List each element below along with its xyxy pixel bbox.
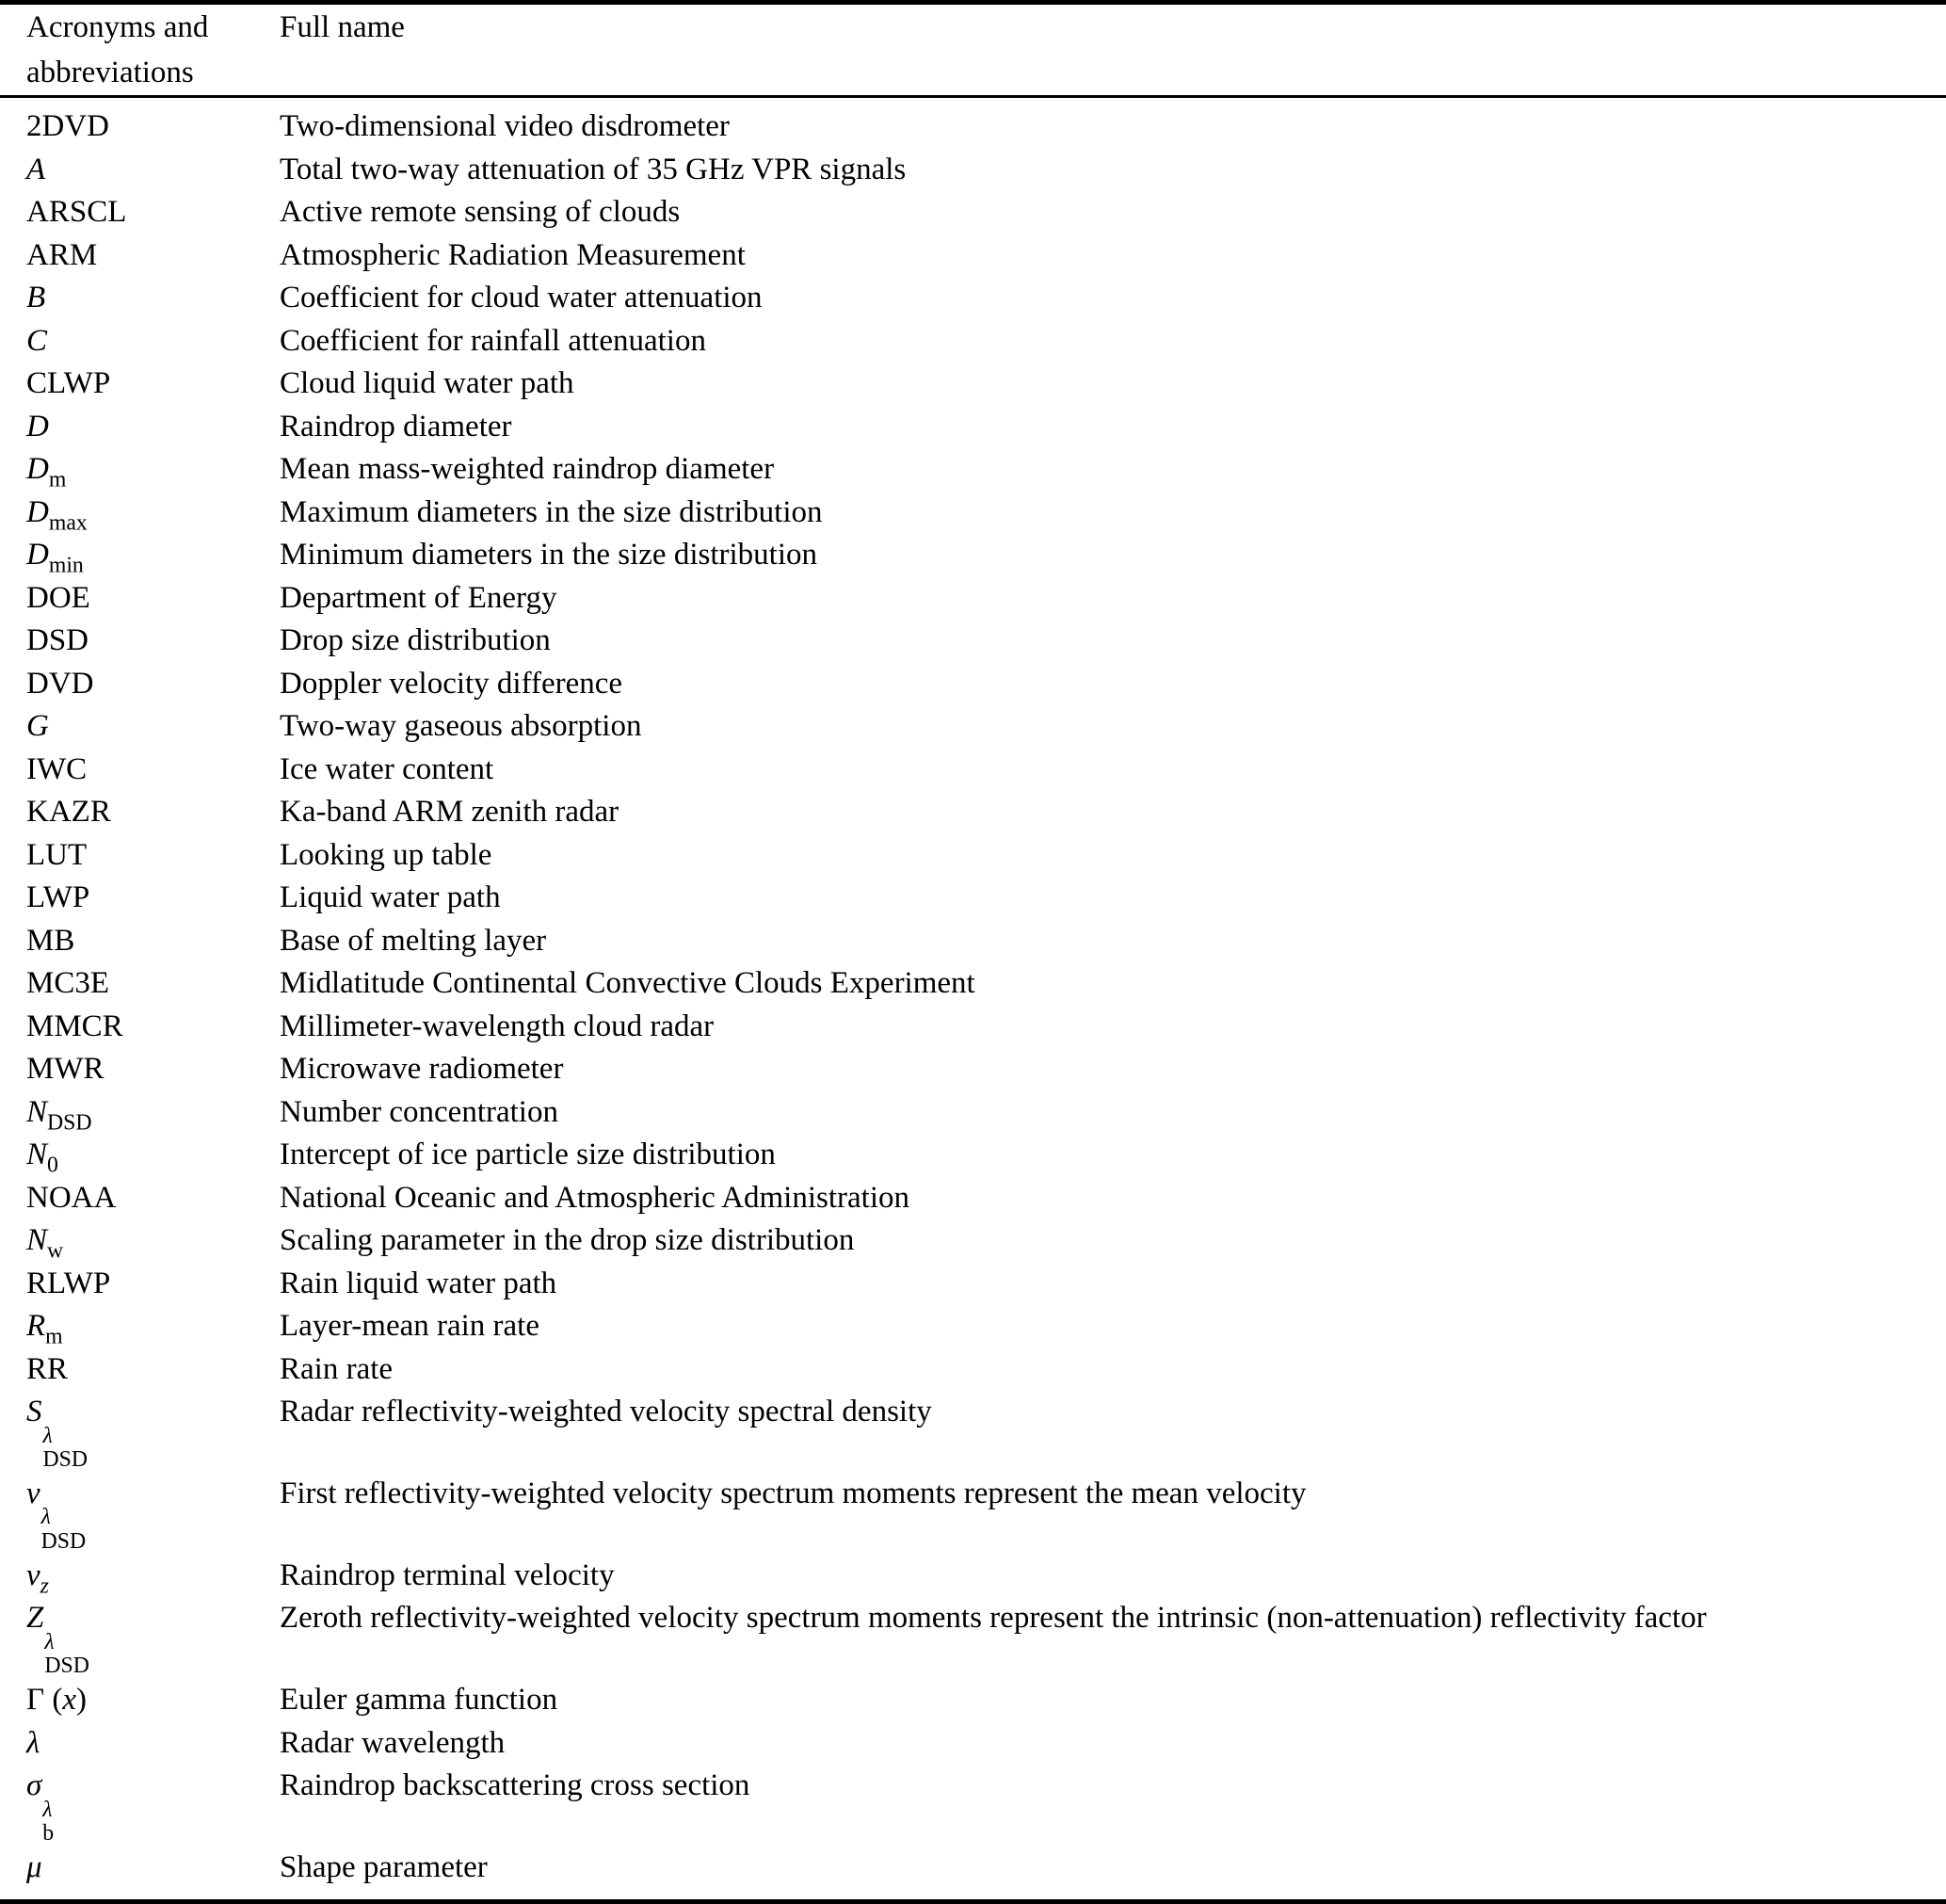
fullname-cell: Zeroth reflectivity-weighted velocity spectrum moments represent the intrinsic (non-attenuation) reflectivity factor — [280, 1601, 1707, 1636]
fullname-cell: Raindrop backscattering cross section — [280, 1768, 750, 1803]
table-row — [0, 406, 1946, 449]
abbreviation-cell — [0, 1219, 280, 1263]
fullname-cell: Coefficient for cloud water attenuation — [280, 281, 763, 315]
abbreviation-text: C — [26, 323, 48, 358]
table-row — [0, 1091, 1946, 1135]
table-row — [0, 1263, 1946, 1306]
abbreviation-cell — [0, 791, 280, 834]
table-row — [0, 320, 1946, 363]
table-row — [0, 534, 1946, 577]
table-row — [0, 1679, 1946, 1722]
abbreviation-text: λ — [26, 1725, 40, 1760]
abbreviation-cell — [0, 1679, 280, 1722]
table-row — [0, 97, 1946, 149]
abbreviation-cell — [0, 534, 280, 577]
abbreviation-text: LUT — [26, 837, 88, 872]
header-acronyms-column: Acronyms and abbreviations — [0, 3, 280, 97]
abbreviation-cell — [0, 1555, 280, 1598]
fullname-cell: Radar reflectivity-weighted velocity spectral density — [280, 1395, 932, 1428]
fullname-cell: Liquid water path — [280, 880, 501, 914]
header-fullname-column: Full name — [280, 3, 1946, 97]
abbreviation-cell — [0, 705, 280, 749]
abbreviation-text: NOAA — [26, 1180, 117, 1215]
fullname-cell: Intercept of ice particle size distribution — [280, 1138, 776, 1171]
table-row — [0, 492, 1946, 535]
abbreviation-cell — [0, 277, 280, 320]
abbreviation-cell — [0, 1134, 280, 1177]
abbreviation-cell — [0, 620, 280, 663]
table-row — [0, 1348, 1946, 1392]
fullname-cell: Radar wavelength — [280, 1725, 506, 1760]
table-row — [0, 1219, 1946, 1263]
table-row — [0, 1177, 1946, 1220]
fullname-cell: Raindrop diameter — [280, 409, 512, 444]
abbreviation-cell — [0, 191, 280, 234]
abbreviation-text: μ — [26, 1850, 42, 1884]
table-header — [0, 3, 1946, 97]
abbreviation-cell — [0, 1091, 280, 1135]
abbreviation-text: Γ ( — [26, 1683, 63, 1718]
supsub-stack: λ DSD — [44, 1629, 89, 1679]
table-row — [0, 234, 1946, 278]
table-row — [0, 1473, 1946, 1555]
fullname-cell: First reflectivity-weighted velocity spectrum moments represent the mean velocity — [280, 1476, 1307, 1510]
abbreviation-cell — [0, 320, 280, 363]
fullname-cell: Minimum diameters in the size distribution — [280, 538, 818, 572]
abbreviation-cell — [0, 97, 280, 149]
abbreviation-cell — [0, 1391, 280, 1473]
abbreviation-text: DOE — [26, 580, 90, 615]
fullname-cell: Ka-band ARM zenith radar — [280, 795, 619, 829]
fullname-cell: Base of melting layer — [280, 923, 547, 958]
abbreviation-text: DSD — [47, 1109, 92, 1135]
fullname-cell: Number concentration — [280, 1094, 558, 1129]
abbreviation-text: MMCR — [26, 1008, 123, 1043]
abbreviation-cell — [0, 1847, 280, 1901]
table-row — [0, 191, 1946, 234]
abbreviation-cell — [0, 1473, 280, 1555]
abbreviation-text: S — [26, 1395, 42, 1428]
fullname-cell: Rain rate — [280, 1351, 394, 1386]
table-row — [0, 663, 1946, 706]
abbreviation-text: Z — [26, 1601, 44, 1636]
abbreviation-text: N — [26, 1223, 48, 1257]
abbreviation-text: IWC — [26, 751, 88, 786]
fullname-cell: Total two-way attenuation of 35 GHz VPR signals — [280, 152, 907, 186]
abbreviation-text: ARSCL — [26, 195, 127, 229]
abbreviation-cell — [0, 663, 280, 706]
abbreviation-cell — [0, 1048, 280, 1091]
abbreviation-text: w — [47, 1238, 64, 1264]
fullname-cell: Maximum diameters in the size distribution — [280, 494, 823, 529]
abbreviation-text: MWR — [26, 1052, 105, 1086]
fullname-cell: Department of Energy — [280, 580, 557, 615]
table-row — [0, 1765, 1946, 1847]
abbreviation-text: v — [26, 1557, 40, 1592]
abbreviation-text: A — [26, 152, 46, 186]
abbreviation-cell — [0, 1348, 280, 1392]
abbreviation-cell — [0, 149, 280, 192]
abbreviation-text: LWP — [26, 880, 90, 914]
abbreviation-text: D — [26, 494, 49, 529]
abbreviation-text: RR — [26, 1351, 69, 1386]
fullname-cell: Ice water content — [280, 751, 494, 786]
supsub-stack: λ b — [42, 1797, 55, 1847]
table-row — [0, 877, 1946, 920]
abbreviation-text: ) — [75, 1683, 87, 1718]
table-row — [0, 1391, 1946, 1473]
abbreviation-text: N — [26, 1138, 48, 1171]
abbreviation-text: x — [62, 1683, 76, 1718]
abbreviation-text: MB — [26, 923, 75, 958]
fullname-cell: Cloud liquid water path — [280, 366, 574, 400]
abbreviation-cell — [0, 834, 280, 878]
supsub-stack: λ DSD — [42, 1423, 88, 1473]
table-row — [0, 962, 1946, 1006]
table-row — [0, 705, 1946, 749]
abbreviation-text: D — [26, 452, 49, 486]
table-row — [0, 363, 1946, 406]
abbreviation-text: DVD — [26, 666, 94, 701]
table-header-row — [0, 3, 1946, 97]
fullname-cell: Coefficient for rainfall attenuation — [280, 323, 706, 358]
abbreviation-text: min — [48, 553, 84, 578]
fullname-cell: Looking up table — [280, 837, 492, 872]
abbreviation-cell — [0, 363, 280, 406]
fullname-cell: Two-way gaseous absorption — [280, 709, 642, 743]
table-row — [0, 791, 1946, 834]
table-row — [0, 149, 1946, 192]
fullname-cell: Drop size distribution — [280, 623, 551, 657]
fullname-cell: Midlatitude Continental Convective Clouds Experiment — [280, 966, 975, 1000]
fullname-cell: Scaling parameter in the drop size distribution — [280, 1223, 855, 1257]
table-row — [0, 277, 1946, 320]
table-row — [0, 834, 1946, 878]
abbreviation-cell — [0, 962, 280, 1006]
abbreviation-text: D — [26, 409, 49, 444]
fullname-cell: Raindrop terminal velocity — [280, 1557, 615, 1592]
table-row — [0, 1722, 1946, 1766]
table-row — [0, 1847, 1946, 1901]
abbreviation-cell — [0, 1006, 280, 1049]
table-row — [0, 620, 1946, 663]
abbreviation-text: m — [48, 467, 67, 492]
abbreviation-cell — [0, 234, 280, 278]
abbreviation-text: 2DVD — [26, 109, 109, 143]
fullname-cell: Mean mass-weighted raindrop diameter — [280, 452, 775, 486]
table-row — [0, 920, 1946, 963]
table-row — [0, 1006, 1946, 1049]
abbreviation-text: σ — [26, 1768, 42, 1803]
table-row — [0, 1305, 1946, 1348]
abbreviation-cell — [0, 1597, 280, 1679]
abbreviation-text: D — [26, 538, 49, 572]
fullname-cell: Atmospheric Radiation Measurement — [280, 237, 746, 272]
supsub-stack: λ DSD — [40, 1505, 87, 1555]
abbreviation-text: B — [26, 281, 46, 315]
abbreviation-cell — [0, 492, 280, 535]
fullname-cell: Active remote sensing of clouds — [280, 195, 681, 229]
abbreviation-text: KAZR — [26, 795, 111, 829]
abbreviation-text: ARM — [26, 237, 98, 272]
table-row — [0, 448, 1946, 492]
fullname-cell: Doppler velocity difference — [280, 666, 623, 701]
abbreviation-cell — [0, 1177, 280, 1220]
table-row — [0, 749, 1946, 792]
abbreviation-cell — [0, 448, 280, 492]
abbreviation-text: max — [48, 509, 88, 535]
fullname-cell: Two-dimensional video disdrometer — [280, 109, 730, 143]
fullname-cell: Euler gamma function — [280, 1683, 558, 1718]
abbreviation-cell — [0, 577, 280, 621]
abbreviation-text: G — [26, 709, 49, 743]
abbreviation-text: m — [45, 1324, 63, 1349]
abbreviation-cell — [0, 749, 280, 792]
abbreviation-text: 0 — [47, 1153, 58, 1178]
abbreviation-text: CLWP — [26, 366, 111, 400]
abbreviation-cell — [0, 920, 280, 963]
table-row — [0, 1597, 1946, 1679]
abbreviation-text: DSD — [26, 623, 89, 657]
abbreviation-cell — [0, 877, 280, 920]
table-row — [0, 577, 1946, 621]
fullname-cell: Rain liquid water path — [280, 1266, 557, 1300]
table-row — [0, 1048, 1946, 1091]
abbreviation-cell — [0, 1722, 280, 1766]
table-row — [0, 1134, 1946, 1177]
fullname-cell: Shape parameter — [280, 1850, 488, 1884]
fullname-cell: Millimeter-wavelength cloud radar — [280, 1008, 715, 1043]
fullname-cell: Layer-mean rain rate — [280, 1309, 539, 1343]
fullname-cell: National Oceanic and Atmospheric Administration — [280, 1180, 910, 1215]
abbreviation-text: MC3E — [26, 966, 110, 1000]
abbreviation-cell — [0, 1765, 280, 1847]
table-body — [0, 97, 1946, 1902]
table-row — [0, 1555, 1946, 1598]
fullname-cell: Microwave radiometer — [280, 1052, 564, 1086]
abbreviation-text: v — [26, 1476, 40, 1510]
abbreviation-cell — [0, 1305, 280, 1348]
abbreviation-text: R — [26, 1309, 46, 1343]
abbreviation-text: RLWP — [26, 1266, 111, 1300]
abbreviation-text: N — [26, 1094, 48, 1129]
abbreviation-text: z — [40, 1573, 49, 1599]
abbreviation-cell — [0, 1263, 280, 1306]
abbreviation-cell — [0, 406, 280, 449]
